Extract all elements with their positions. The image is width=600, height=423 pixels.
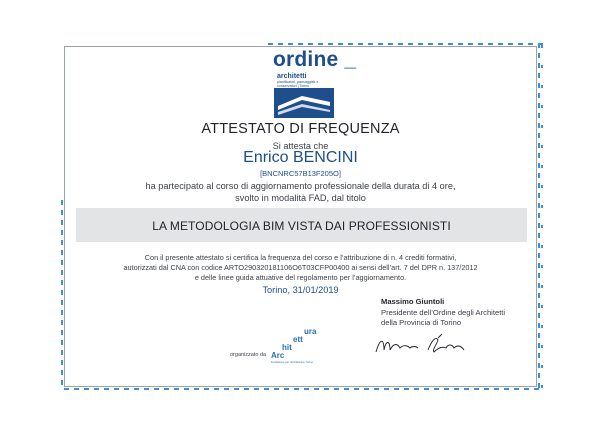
handwritten-signature xyxy=(372,332,472,358)
border-dash xyxy=(124,388,129,390)
border-dash xyxy=(204,388,209,390)
border-dash xyxy=(538,253,540,258)
border-dash xyxy=(524,388,529,390)
ordine-logo-icon xyxy=(274,88,334,118)
body-text-1: Con il presente attestato si certifica la frequenza del corso e l’attribuzione di n. 4 crediti formativi, xyxy=(144,253,457,262)
border-dash xyxy=(504,388,509,390)
border-dash xyxy=(541,345,543,348)
border-dash xyxy=(394,388,399,390)
border-dash xyxy=(418,43,423,45)
ordine-logo-sub: architetti xyxy=(277,73,307,80)
border-dash xyxy=(274,388,279,390)
border-dash xyxy=(74,388,79,390)
participation-text-1: ha partecipato al corso di aggiornamento professionale della durata di 4 ore, xyxy=(145,181,456,191)
border-dash xyxy=(388,43,393,45)
border-dash xyxy=(514,388,519,390)
ordine-logo-descriptor: pianificatori, paesaggisti e conservatori | Torino xyxy=(277,80,319,89)
recipient-name: Enrico BENCINI xyxy=(243,149,358,166)
signatory-role-1: Presidente dell’Ordine degli Architetti xyxy=(381,308,506,317)
border-dash xyxy=(541,85,543,88)
border-dash xyxy=(164,388,169,390)
border-dash xyxy=(94,388,99,390)
border-dash xyxy=(404,388,409,390)
arch-logo-line-4: Arc xyxy=(271,351,285,360)
border-dash xyxy=(254,388,259,390)
border-dash xyxy=(61,320,63,325)
border-dash xyxy=(234,388,239,390)
border-dash xyxy=(328,43,333,45)
border-dash xyxy=(64,388,69,390)
border-dash xyxy=(538,303,540,308)
body-text-3: e delle linee guida attuative del regolamento per l’aggiornamento. xyxy=(194,273,407,282)
organized-by-label: organizzato da xyxy=(230,352,267,358)
border-dash xyxy=(174,388,179,390)
border-dash xyxy=(538,173,540,178)
intro-text: Si attesta che xyxy=(272,141,329,151)
border-dash xyxy=(538,243,540,248)
border-dash xyxy=(484,388,489,390)
border-dash xyxy=(61,260,63,265)
border-dash xyxy=(214,388,219,390)
border-dash xyxy=(61,250,63,255)
border-dash xyxy=(448,43,453,45)
ordine-logo-word: ordine _ xyxy=(273,48,357,71)
border-dash xyxy=(488,43,493,45)
border-dash xyxy=(194,388,199,390)
border-dash xyxy=(538,293,540,298)
border-dash xyxy=(541,165,543,168)
border-dash xyxy=(508,43,513,45)
recipient-code: [BNCNRC57B13F205O] xyxy=(260,169,341,178)
border-dash xyxy=(444,388,449,390)
border-dash xyxy=(294,388,299,390)
border-dash xyxy=(318,43,323,45)
border-dash xyxy=(224,388,229,390)
border-dash xyxy=(114,388,119,390)
border-dash xyxy=(538,183,540,188)
arch-logo-tag: Fondazione per l'architettura / Torino xyxy=(271,361,313,364)
border-dash xyxy=(541,385,543,388)
border-dash xyxy=(61,380,63,385)
border-dash xyxy=(538,223,540,228)
border-dash xyxy=(538,233,540,238)
border-dash xyxy=(314,388,319,390)
border-dash xyxy=(538,93,540,98)
border-dash xyxy=(354,388,359,390)
border-dash xyxy=(541,185,543,188)
arch-logo-line-3: hit xyxy=(282,343,292,352)
border-dash xyxy=(414,388,419,390)
border-dash xyxy=(541,285,543,288)
border-dash xyxy=(538,123,540,128)
border-dash xyxy=(348,43,353,45)
border-dash xyxy=(538,323,540,328)
border-dash xyxy=(284,388,289,390)
border-dash xyxy=(61,350,63,355)
border-dash xyxy=(61,300,63,305)
border-dash xyxy=(268,43,273,45)
border-dash xyxy=(541,125,543,128)
place-date: Torino, 31/01/2019 xyxy=(262,285,339,295)
signatory-name: Massimo Giuntoli xyxy=(381,297,445,306)
arch-logo-line-1: ura xyxy=(304,327,317,336)
border-dash xyxy=(434,388,439,390)
border-dash xyxy=(538,113,540,118)
arch-logo-line-2: ett xyxy=(293,335,303,344)
border-dash xyxy=(438,43,443,45)
border-dash xyxy=(538,143,540,148)
certificate-heading: ATTESTATO DI FREQUENZA xyxy=(201,121,400,137)
border-dash xyxy=(538,273,540,278)
border-dash xyxy=(541,365,543,368)
border-dash xyxy=(538,313,540,318)
border-dash xyxy=(538,383,540,388)
border-dash xyxy=(541,45,543,48)
border-dash xyxy=(538,343,540,348)
border-dash xyxy=(538,73,540,78)
border-dash xyxy=(84,388,89,390)
border-dash xyxy=(538,53,540,58)
border-dash xyxy=(61,280,63,285)
border-dash xyxy=(538,193,540,198)
border-dash xyxy=(541,225,543,228)
border-dash xyxy=(61,240,63,245)
fondazione-architettura-logo xyxy=(271,326,331,366)
border-dash xyxy=(464,388,469,390)
border-dash xyxy=(458,43,463,45)
border-dash xyxy=(304,388,309,390)
border-dash xyxy=(538,363,540,368)
border-dash xyxy=(538,133,540,138)
border-dash xyxy=(538,333,540,338)
border-dash xyxy=(534,388,539,390)
border-dash xyxy=(538,283,540,288)
border-dash xyxy=(244,388,249,390)
border-dash xyxy=(364,388,369,390)
border-dash xyxy=(398,43,403,45)
border-dash xyxy=(541,105,543,108)
border-dash xyxy=(541,65,543,68)
border-dash xyxy=(61,330,63,335)
border-dash xyxy=(288,43,293,45)
border-dash xyxy=(134,388,139,390)
border-dash xyxy=(538,163,540,168)
body-text-2: autorizzati dal CNA con codice ARTO290320181106O6T03CFP00400 ai sensi dell’art. 7 del DPR n. 137/2012 xyxy=(123,263,478,272)
border-dash xyxy=(184,388,189,390)
border-dash xyxy=(61,310,63,315)
border-dash xyxy=(541,265,543,268)
border-dash xyxy=(541,145,543,148)
border-dash xyxy=(541,245,543,248)
border-dash xyxy=(541,205,543,208)
border-dash xyxy=(474,388,479,390)
border-dash xyxy=(334,388,339,390)
border-dash xyxy=(154,388,159,390)
border-dash xyxy=(538,103,540,108)
border-dash xyxy=(61,340,63,345)
border-dash xyxy=(308,43,313,45)
participation-text-2: svolto in modalità FAD, dal titolo xyxy=(235,193,366,203)
border-dash xyxy=(538,63,540,68)
border-dash xyxy=(104,388,109,390)
border-dash xyxy=(61,200,63,205)
border-dash xyxy=(368,43,373,45)
border-dash xyxy=(424,388,429,390)
border-dash xyxy=(278,43,283,45)
border-dash xyxy=(538,153,540,158)
border-dash xyxy=(338,43,343,45)
border-dash xyxy=(541,325,543,328)
border-dash xyxy=(61,210,63,215)
border-dash xyxy=(264,388,269,390)
border-dash xyxy=(538,203,540,208)
border-dash xyxy=(494,388,499,390)
border-dash xyxy=(61,220,63,225)
border-dash xyxy=(384,388,389,390)
border-dash xyxy=(374,388,379,390)
border-dash xyxy=(454,388,459,390)
signatory-role-2: della Provincia di Torino xyxy=(381,318,462,327)
border-dash xyxy=(518,43,523,45)
border-dash xyxy=(61,370,63,375)
border-dash xyxy=(541,305,543,308)
border-dash xyxy=(528,43,533,45)
border-dash xyxy=(538,43,540,48)
border-dash xyxy=(478,43,483,45)
border-dash xyxy=(61,230,63,235)
border-dash xyxy=(538,213,540,218)
border-dash xyxy=(428,43,433,45)
border-dash xyxy=(408,43,413,45)
border-dash xyxy=(358,43,363,45)
border-dash xyxy=(298,43,303,45)
border-dash xyxy=(344,388,349,390)
border-dash xyxy=(61,270,63,275)
border-dash xyxy=(538,83,540,88)
border-dash xyxy=(378,43,383,45)
border-dash xyxy=(61,290,63,295)
border-dash xyxy=(538,353,540,358)
border-dash xyxy=(324,388,329,390)
border-dash xyxy=(498,43,503,45)
border-dash xyxy=(538,373,540,378)
course-title: LA METODOLOGIA BIM VISTA DAI PROFESSIONISTI xyxy=(152,219,451,233)
border-dash xyxy=(61,360,63,365)
border-dash xyxy=(538,263,540,268)
border-dash xyxy=(468,43,473,45)
border-dash xyxy=(144,388,149,390)
